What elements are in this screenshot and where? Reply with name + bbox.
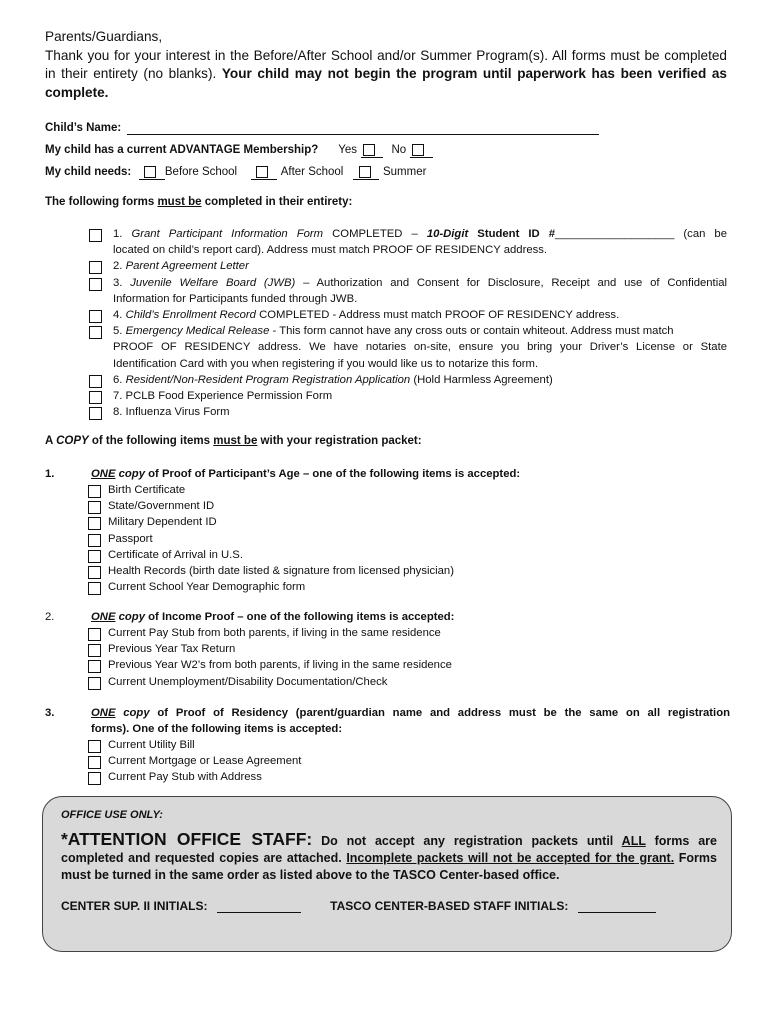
checkbox[interactable] — [89, 229, 102, 242]
form-item-8: 8. Influenza Virus Form — [89, 404, 727, 420]
office-use-title: OFFICE USE ONLY: — [61, 809, 163, 821]
list-item: Current Utility Bill — [88, 737, 730, 753]
checkbox[interactable] — [89, 310, 102, 323]
checkbox[interactable] — [88, 644, 101, 657]
checkbox[interactable] — [89, 278, 102, 291]
membership-label: My child has a current ADVANTAGE Membership? — [45, 144, 319, 156]
center-sup-initials-field[interactable] — [217, 899, 301, 913]
after-school-label: After School — [280, 166, 344, 178]
center-sup-label: CENTER SUP. II INITIALS: — [61, 899, 208, 913]
list-item: Previous Year W2’s from both parents, if living in the same residence — [88, 657, 730, 673]
checkbox[interactable] — [89, 326, 102, 339]
intro-letter — [45, 28, 727, 102]
checkbox[interactable] — [88, 756, 101, 769]
membership-row — [45, 139, 735, 161]
income-proof-section: 2. ONE copy of Income Proof – one of the following items is accepted: Current Pay Stub from both parents, if living in the same residence Previous Year Tax Return Previous Year W2’s from both parents, if living in the same residence Current Unemployment/Disability Documentation/Check — [45, 609, 730, 690]
child-fields — [45, 117, 735, 183]
office-use-box — [42, 796, 732, 952]
income-proof-options — [88, 625, 730, 690]
child-name-label: Child’s Name: — [45, 122, 122, 134]
residency-proof-options — [88, 737, 730, 786]
form-item-5: 5. Emergency Medical Release - This form cannot have any cross outs or contain whiteout. Address must match PROOF OF RESIDENCY address. We have notaries on-site, ensure you bring your Driver’s License or State Identification Card with you when registering if you would like us to notarize this form. — [89, 323, 727, 372]
checkbox[interactable] — [88, 517, 101, 530]
child-name-row — [45, 117, 735, 139]
before-school-box[interactable] — [139, 165, 165, 180]
list-item: State/Government ID — [88, 498, 730, 514]
needs-row — [45, 161, 735, 183]
form-item-7: 7. PCLB Food Experience Permission Form — [89, 388, 727, 404]
copy-heading: A COPY of the following items must be with your registration packet: — [45, 435, 422, 447]
checkbox[interactable] — [88, 501, 101, 514]
before-school-label: Before School — [164, 166, 238, 178]
checkbox[interactable] — [88, 582, 101, 595]
list-item: Health Records (birth date listed & signature from licensed physician) — [88, 563, 730, 579]
membership-no-label: No — [391, 144, 407, 156]
summer-box[interactable] — [353, 165, 379, 180]
attention-heading: *ATTENTION OFFICE STAFF: — [61, 829, 313, 849]
checkbox[interactable] — [89, 407, 102, 420]
checkbox[interactable] — [89, 391, 102, 404]
child-name-field[interactable] — [127, 121, 599, 135]
required-forms-list — [89, 226, 727, 420]
checkbox[interactable] — [89, 261, 102, 274]
membership-no-box[interactable] — [410, 143, 432, 158]
list-item: Passport — [88, 531, 730, 547]
form-item-3: 3. Juvenile Welfare Board (JWB) – Authorization and Consent for Disclosure, Receipt and use of Confidential Information for Participants funded through JWB. — [89, 275, 727, 307]
summer-label: Summer — [382, 166, 427, 178]
checkbox[interactable] — [88, 677, 101, 690]
checkbox[interactable] — [144, 166, 156, 178]
forms-heading: The following forms must be completed in their entirety: — [45, 196, 353, 208]
staff-initials-label: TASCO CENTER-BASED STAFF INITIALS: — [330, 899, 569, 913]
student-id-field[interactable]: ___________________ — [555, 228, 675, 240]
checkbox[interactable] — [89, 375, 102, 388]
membership-yes-box[interactable] — [361, 143, 383, 158]
checkbox[interactable] — [256, 166, 268, 178]
age-proof-section: 1. ONE copy of Proof of Participant’s Age – one of the following items is accepted: Birth Certificate State/Government ID Military Dependent ID Passport Certificate of Arrival in U.S. Health Records (birth date listed & signature from licensed physician) Current School Year Demographic form — [45, 466, 730, 595]
age-proof-options — [88, 482, 730, 595]
list-item: Military Dependent ID — [88, 514, 730, 530]
checkbox[interactable] — [88, 772, 101, 785]
form-item-1: 1. Grant Participant Information Form COMPLETED – 10-Digit Student ID #___________________ (can be located on child’s report card). Address must match PROOF OF RESIDENCY address. — [89, 226, 727, 258]
greeting: Parents/Guardians, — [45, 29, 163, 44]
list-item: Current Pay Stub from both parents, if living in the same residence — [88, 625, 730, 641]
list-item: Current Mortgage or Lease Agreement — [88, 753, 730, 769]
residency-proof-section: 3. ONE copy of Proof of Residency (parent/guardian name and address must be the same on all registration forms). One of the following items is accepted: Current Utility Bill Current Mortgage or Lease Agreement Current Pay Stub with Address — [45, 705, 730, 786]
list-item: Birth Certificate — [88, 482, 730, 498]
list-item: Current School Year Demographic form — [88, 579, 730, 595]
list-item: Certificate of Arrival in U.S. — [88, 547, 730, 563]
list-item: Current Pay Stub with Address — [88, 769, 730, 785]
form-item-4: 4. Child’s Enrollment Record COMPLETED - Address must match PROOF OF RESIDENCY address. — [89, 307, 727, 323]
after-school-box[interactable] — [251, 165, 277, 180]
office-notice: *ATTENTION OFFICE STAFF: Do not accept any registration packets until ALL forms are completed and requested copies are attached. Incomplete packets will not be accepted for the grant. Forms must be turned in the same order as listed above to the TASCO Center-based office. — [61, 829, 717, 882]
form-item-6: 6. Resident/Non-Resident Program Registration Application (Hold Harmless Agreement) — [89, 372, 727, 388]
checkbox[interactable] — [88, 550, 101, 563]
membership-yes-label: Yes — [338, 144, 358, 156]
initials-row — [61, 899, 656, 913]
checkbox[interactable] — [359, 166, 371, 178]
checkbox[interactable] — [363, 144, 375, 156]
list-item: Current Unemployment/Disability Documentation/Check — [88, 674, 730, 690]
checkbox[interactable] — [412, 144, 424, 156]
checkbox[interactable] — [88, 628, 101, 641]
checkbox[interactable] — [88, 566, 101, 579]
needs-label: My child needs: — [45, 166, 132, 178]
checkbox[interactable] — [88, 660, 101, 673]
form-item-2: 2. Parent Agreement Letter — [89, 258, 727, 274]
checkbox[interactable] — [88, 740, 101, 753]
staff-initials-field[interactable] — [578, 899, 656, 913]
list-item: Previous Year Tax Return — [88, 641, 730, 657]
intro-warning: Your child may not begin the program until paperwork has been verified as complete. — [45, 66, 727, 100]
intro-paragraph: Thank you for your interest in the Before/After School and/or Summer Program(s). All forms must be completed in their entirety (no blanks). Your child may not begin the program until paperwork has been verified as complete. — [45, 47, 727, 100]
checkbox[interactable] — [88, 485, 101, 498]
checkbox[interactable] — [88, 534, 101, 547]
